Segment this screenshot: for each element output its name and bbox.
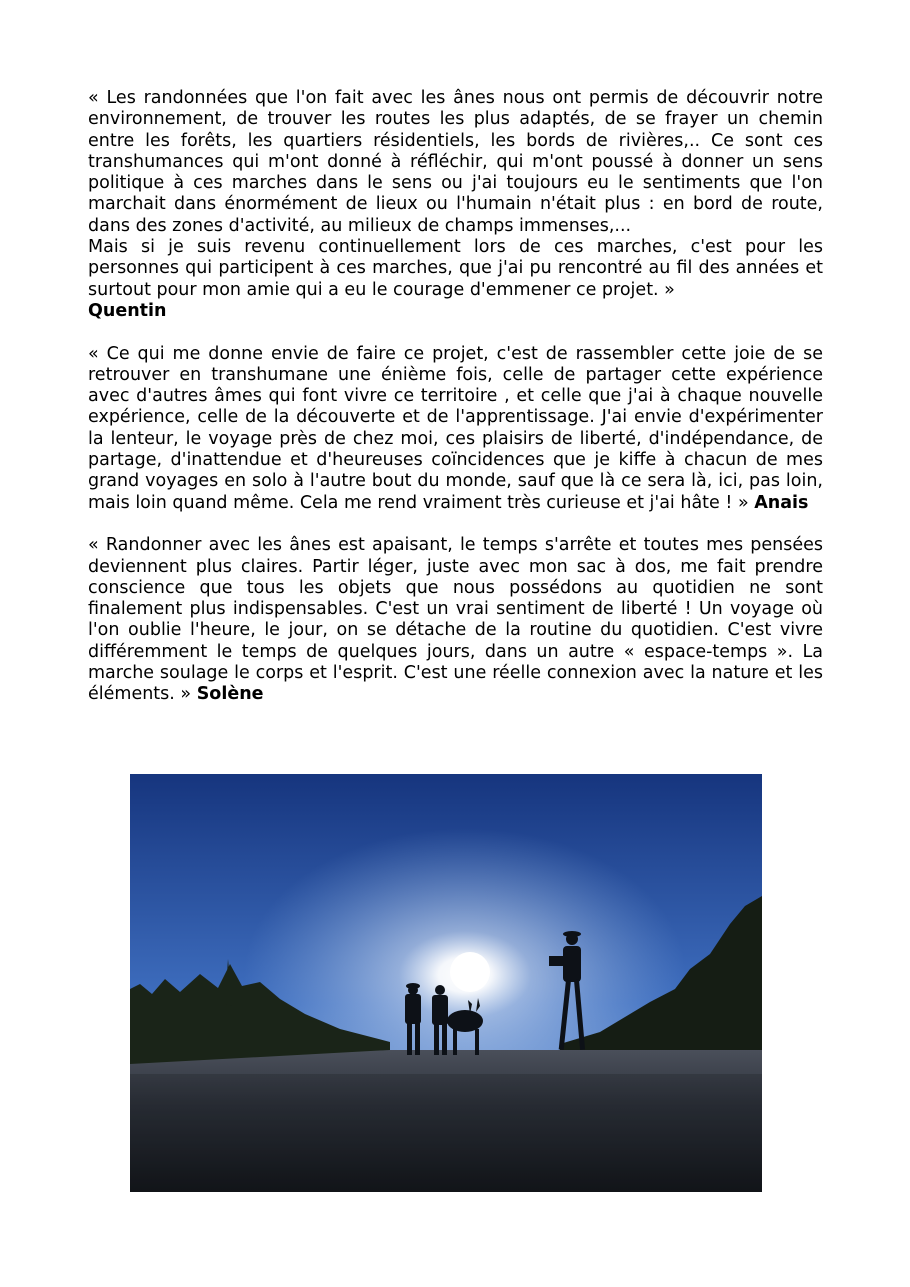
hiking-photo [130, 774, 762, 1192]
testimonial-anais [88, 344, 823, 514]
author-quentin: Quentin [88, 300, 167, 321]
testimonial-anais-text: « Ce qui me donne envie de faire ce projet, c'est de rassembler cette joie de se retrouver en transhumane une énième fois, celle de partager cette expérience avec d'autres âmes qui font vivre ce territoire , et celle que j'ai à chaque nouvelle expérience, celle de la découverte et de l'apprentissage. J'ai envie d'expérimenter la lenteur, le voyage près de chez moi, ces plaisirs de liberté, d'indépendance, de partage, d'inattendue et d'heureuses coïncidences que je kiffe à chacun de mes grand voyages en solo à l'autre bout du monde, sauf que là ce sera là, ici, pas loin, mais loin quand même. Cela me rend vraiment très curieuse et j'ai hâte ! » [88, 343, 823, 513]
testimonial-quentin-part1: « Les randonnées que l'on fait avec les ânes nous ont permis de découvrir notre environnement, de trouver les routes les plus adaptés, de se frayer un chemin entre les forêts, les quartiers résidentiels, les bords de rivières,.. Ce sont ces transhumances qui m'ont donné à réfléchir, qui m'ont poussé à donner un sens politique à ces marches dans le sens ou j'ai toujours eu le sentiments que l'on marchait dans énormément de lieux ou l'humain n'était plus : en bord de route, dans des zones d'activité, au milieux de champs immenses,... [88, 88, 823, 236]
testimonial-quentin-part2: Mais si je suis revenu continuellement lors de ces marches, c'est pour les personnes qui participent à ces marches, que j'ai pu rencontré au fil des années et surtout pour mon amie qui a eu le courage d'emmener ce projet. » [88, 237, 823, 300]
document-body [88, 88, 823, 706]
testimonial-solene-text: « Randonner avec les ânes est apaisant, le temps s'arrête et toutes mes pensées deviennent plus claires. Partir léger, juste avec mon sac à dos, me fait prendre conscience que tous les objets que nous possédons au quotidien ne sont finalement plus indispensables. C'est un vrai sentiment de liberté ! Un voyage où l'on oublie l'heure, le jour, on se détache de la routine du quotidien. C'est vivre différemment le temps de quelques jours, dans un autre « espace-temps ». La marche soulage le corps et l'esprit. C'est une réelle connexion avec la nature et les éléments. » [88, 535, 823, 705]
testimonial-solene [88, 535, 823, 705]
photo-illustration [130, 774, 762, 1192]
author-anais: Anais [754, 492, 809, 513]
author-solene: Solène [196, 684, 264, 705]
